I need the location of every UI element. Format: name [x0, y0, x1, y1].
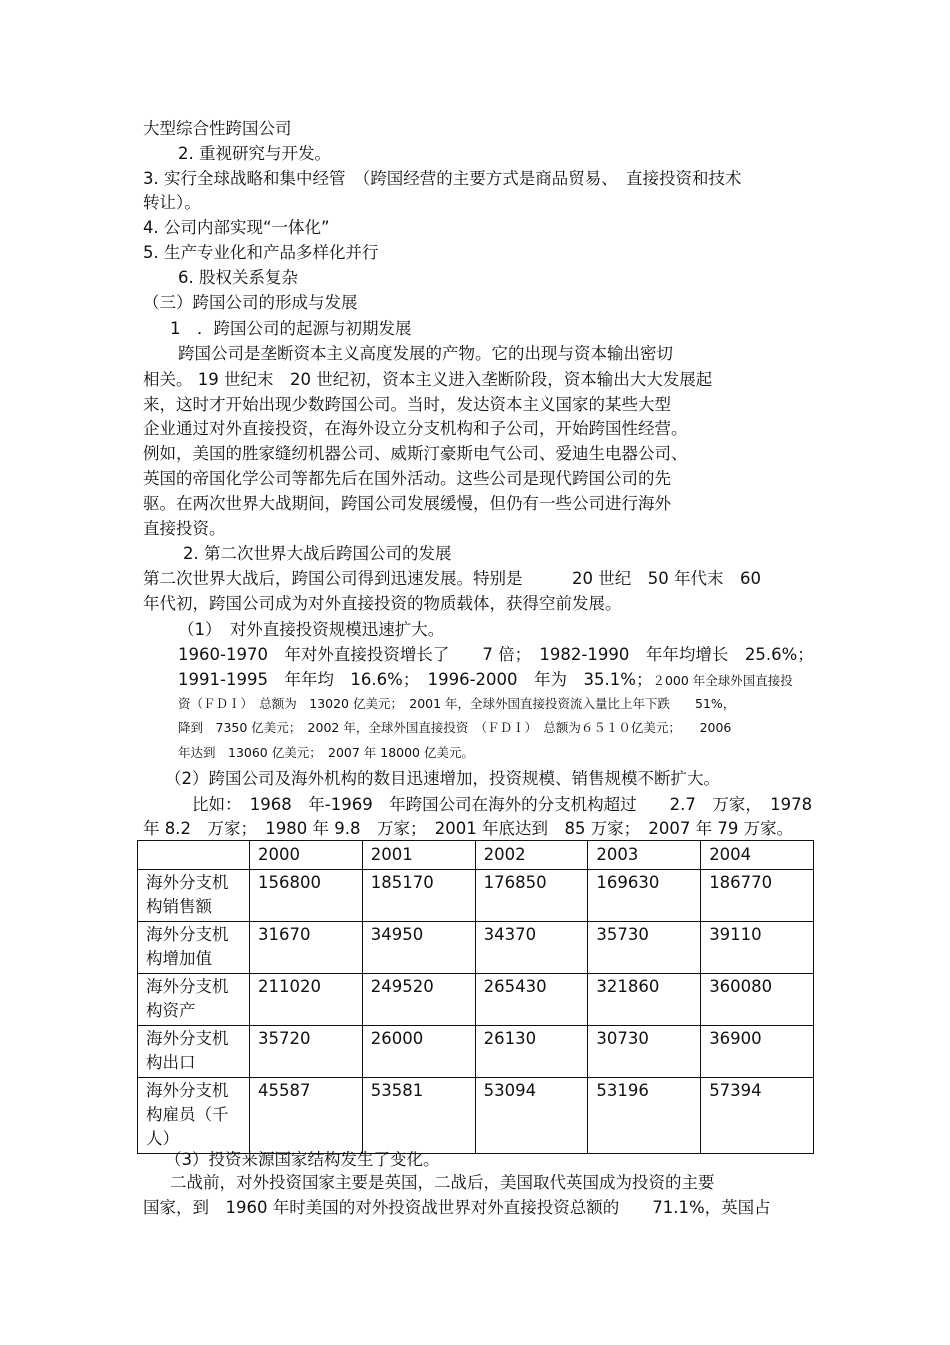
paragraph-line: 企业通过对外直接投资，在海外设立分支机构和子公司，开始跨国性经营。 [143, 419, 688, 438]
table-cell: 156800 [250, 870, 363, 922]
table-cell: 26130 [475, 1026, 588, 1078]
paragraph-line: 国家，到 1960 年时美国的对外投资战世界对外直接投资总额的 71.1%，英国占 [143, 1198, 771, 1217]
list-item: 3. 实行全球战略和集中经管 （跨国经营的主要方式是商品贸易、 直接投资和技术 [143, 169, 742, 188]
table-row [138, 1026, 814, 1078]
paragraph-line: 英国的帝国化学公司等都先后在国外活动。这些公司是现代跨国公司的先 [143, 469, 671, 488]
table-cell: 31670 [250, 922, 363, 974]
table-cell: 211020 [250, 974, 363, 1026]
table-cell: 265430 [475, 974, 588, 1026]
text-line: 大型综合性跨国公司 [143, 119, 292, 138]
table-cell: 35730 [588, 922, 701, 974]
table-cell: 360080 [701, 974, 814, 1026]
table-cell: 30730 [588, 1026, 701, 1078]
table-cell: 53094 [475, 1078, 588, 1154]
paragraph-line: 第二次世界大战后，跨国公司得到迅速发展。特别是 20 世纪 50 年代末 60 [143, 569, 761, 588]
row-label-cell: 海外分支机构销售额 [138, 870, 250, 922]
table-cell: 249520 [362, 974, 475, 1026]
table-header-cell: 2002 [475, 841, 588, 870]
point-heading: （3）投资来源国家结构发生了变化。 [165, 1150, 440, 1169]
table-row [138, 974, 814, 1026]
row-label-cell: 海外分支机构资产 [138, 974, 250, 1026]
paragraph-line-small: 资（ＦＤＩ） 总额为 13020 亿美元； 2001 年，全球外国直接投资流入量比上年下跌 51%， [178, 696, 736, 711]
paragraph-line: 比如： 1968 年-1969 年跨国公司在海外的分支机构超过 2.7 万家， 1978 [192, 795, 813, 814]
row-label-cell: 海外分支机构出口 [138, 1026, 250, 1078]
table-header-cell: 2000 [250, 841, 363, 870]
subsection-heading: 2. 第二次世界大战后跨国公司的发展 [183, 544, 452, 563]
table-cell: 34370 [475, 922, 588, 974]
list-item: 4. 公司内部实现“一体化” [143, 218, 330, 237]
paragraph-line-small: 降到 7350 亿美元； 2002 年，全球外国直接投资 （ＦＤＩ） 总额为６５１０亿美元； 2006 [178, 720, 732, 735]
table-header-row [138, 841, 814, 870]
list-item: 2. 重视研究与开发。 [178, 144, 331, 163]
table-cell: 57394 [701, 1078, 814, 1154]
paragraph-line: 1960-1970 年对外直接投资增长了 7 倍； 1982-1990 年年均增长 25.6%； [178, 645, 814, 664]
table-header-cell: 2004 [701, 841, 814, 870]
table-cell: 176850 [475, 870, 588, 922]
paragraph-line: 年代初，跨国公司成为对外直接投资的物质载体，获得空前发展。 [143, 594, 622, 613]
table-cell: 53581 [362, 1078, 475, 1154]
paragraph-line: 相关。 19 世纪末 20 世纪初，资本主义进入垄断阶段，资本输出大大发展起 [143, 370, 713, 389]
section-heading: （三）跨国公司的形成与发展 [143, 293, 358, 312]
row-label-cell: 海外分支机构雇员（千人） [138, 1078, 250, 1154]
table-header-cell: 2001 [362, 841, 475, 870]
paragraph-line [178, 669, 793, 691]
table-row [138, 870, 814, 922]
paragraph-segment: 1991-1995 年年均 16.6%； 1996-2000 年为 35.1%； [178, 670, 653, 689]
table-cell: 321860 [588, 974, 701, 1026]
row-label-cell: 海外分支机构增加值 [138, 922, 250, 974]
text-line: 转让）。 [143, 193, 201, 212]
table-cell: 36900 [701, 1026, 814, 1078]
paragraph-line: 年 8.2 万家； 1980 年 9.8 万家； 2001 年底达到 85 万家； 2007 年 79 万家。 [143, 819, 794, 838]
paragraph-line: 例如，美国的胜家缝纫机器公司、威斯汀豪斯电气公司、爱迪生电器公司、 [143, 444, 688, 463]
table-row [138, 1078, 814, 1154]
table-cell: 53196 [588, 1078, 701, 1154]
table-cell: 26000 [362, 1026, 475, 1078]
table-cell: 39110 [701, 922, 814, 974]
paragraph-line: 跨国公司是垄断资本主义高度发展的产物。它的出现与资本输出密切 [178, 344, 673, 363]
table-header-cell: 2003 [588, 841, 701, 870]
table-cell: 35720 [250, 1026, 363, 1078]
overseas-affiliates-table [137, 840, 814, 1154]
subsection-heading: 1 ．跨国公司的起源与初期发展 [170, 319, 412, 338]
table-cell: 169630 [588, 870, 701, 922]
point-heading: （1） 对外直接投资规模迅速扩大。 [178, 620, 445, 639]
table-cell: 186770 [701, 870, 814, 922]
paragraph-line: 二战前，对外投资国家主要是英国，二战后，美国取代英国成为投资的主要 [170, 1173, 715, 1192]
paragraph-line: 来，这时才开始出现少数跨国公司。当时，发达资本主义国家的某些大型 [143, 395, 671, 414]
paragraph-segment: ２000 年全球外国直接投 [652, 673, 793, 688]
point-heading: （2）跨国公司及海外机构的数目迅速增加，投资规模、销售规模不断扩大。 [165, 769, 720, 788]
table-corner-cell [138, 841, 250, 870]
table-row [138, 922, 814, 974]
paragraph-line: 驱。在两次世界大战期间，跨国公司发展缓慢，但仍有一些公司进行海外 [143, 494, 671, 513]
list-item: 5. 生产专业化和产品多样化并行 [143, 243, 379, 262]
list-item: 6. 股权关系复杂 [178, 268, 298, 287]
table-cell: 185170 [362, 870, 475, 922]
table-cell: 45587 [250, 1078, 363, 1154]
table-cell: 34950 [362, 922, 475, 974]
paragraph-line-small: 年达到 13060 亿美元； 2007 年 18000 亿美元。 [178, 745, 474, 760]
paragraph-line: 直接投资。 [143, 519, 226, 538]
